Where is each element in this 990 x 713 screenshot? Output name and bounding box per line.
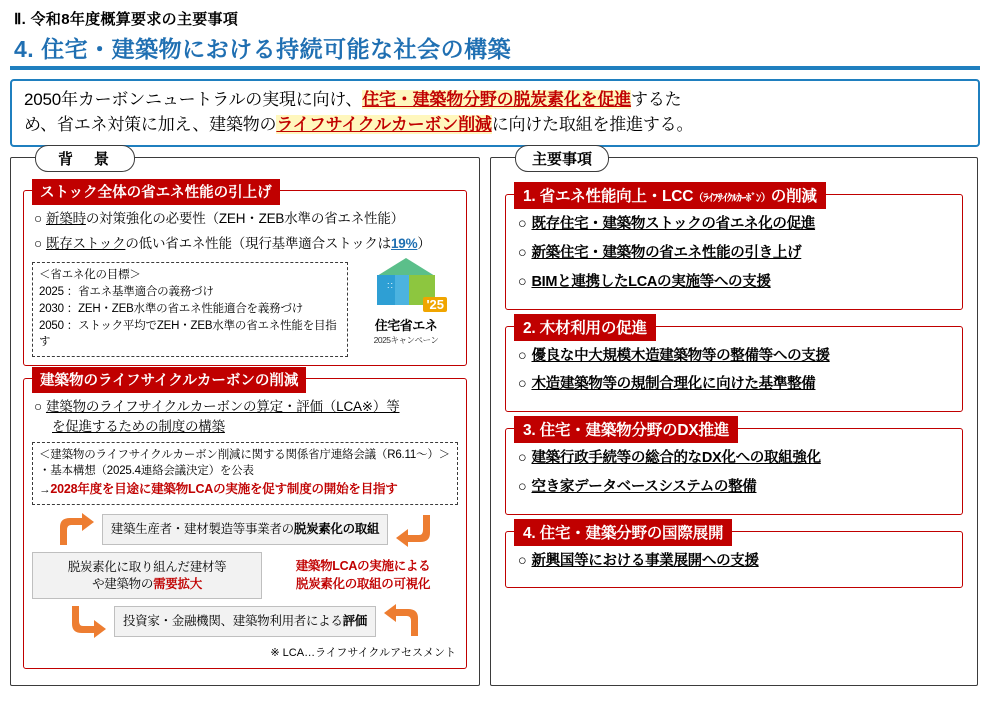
key-item-1-bullet-text: 新築住宅・建築物の省エネ性能の引き上げ (531, 245, 802, 262)
lead-line-1-post: するた (631, 90, 682, 109)
key-item-2-bullet-text: 木造建築物等の規制合理化に向けた基準整備 (531, 376, 816, 393)
key-item-2-number: 2. (523, 319, 536, 337)
lead-line-2-pre: め、省エネ対策に加え、建築物の (24, 114, 277, 134)
lca-note-line-2 (39, 480, 451, 499)
year-badge: '25 (423, 297, 447, 312)
key-item-1-title-small: （ﾗｲﾌｻｲｸﾙｶｰﾎﾞﾝ） (693, 192, 771, 205)
section-lifecycle-carbon (23, 373, 467, 669)
flow-box-producers-pre: 建築生産者・建材製造等事業者の (110, 522, 294, 537)
key-item-3-bullet-text: 空き家データベースシステムの整備 (531, 478, 757, 495)
flow-box-producers (102, 514, 388, 545)
flow-box-demand-pre: や建築物の (92, 576, 154, 591)
key-item-4-bullet-text: 新興国等における事業展開への支援 (531, 552, 759, 569)
flow-box-investors-highlight: 評価 (342, 613, 367, 628)
bullet-underlined-term: 新築時 (45, 211, 86, 227)
background-panel (10, 151, 480, 686)
key-item-1-title-tail: の削減 (770, 188, 817, 206)
bullet-lca-system (34, 397, 458, 438)
key-item-2-bullet-text: 優良な中大規模木造建築物等の整備等への支援 (531, 347, 830, 364)
key-item-2-bullet (518, 346, 954, 368)
flow-top-row (32, 513, 458, 547)
key-item-4-title (514, 519, 732, 546)
bullet-existing-stock (34, 234, 458, 254)
section-stock-energy (23, 185, 467, 366)
flow-box-investors-pre: 投資家・金融機関、建築物利用者による (122, 613, 343, 628)
bullet-circle-icon: ○ (518, 216, 527, 233)
key-item-2-title-main: 木材利用の促進 (539, 319, 647, 337)
key-items-panel (490, 151, 978, 686)
flow-box-demand-line-1: 脱炭素化に取り組んだ建材等 (67, 559, 227, 574)
house-window-dots: :: (387, 279, 395, 290)
flow-center-message (268, 552, 458, 600)
key-item-2 (505, 319, 963, 413)
bullet-underlined-term: 既存ストック (45, 235, 126, 251)
key-item-1-bullet-text: BIMと連携したLCAの実施等への支援 (531, 273, 771, 290)
bullet-circle-icon: ○ (34, 235, 42, 251)
flow-box-investors (114, 606, 376, 637)
bullet-circle-icon: ○ (34, 399, 42, 415)
arrow-down-right-icon (394, 513, 434, 547)
lead-summary-box (10, 79, 980, 147)
key-item-4 (505, 524, 963, 589)
key-item-1-bullet (518, 272, 954, 294)
key-item-3-title-main: 住宅・建築物分野のDX推進 (539, 422, 730, 440)
bullet-line-1: 建築物のライフサイクルカーボンの算定・評価（LCA※）等 (45, 399, 400, 415)
bullet-line-2: を促進するための制度の構築 (52, 419, 225, 435)
lead-line-2 (24, 113, 966, 138)
header (10, 8, 980, 70)
goal-note-line: 2025 ：省エネ基準適合の義務づけ (39, 286, 214, 299)
lead-line-2-post: に向けた取組を推進する。 (491, 114, 694, 134)
house-logo-icon (367, 258, 445, 314)
key-item-3-bullet-text: 建築行政手続等の総合的なDX化への取組強化 (531, 450, 821, 467)
key-item-1-bullet-text: 既存住宅・建築物ストックの省エネ化の促進 (531, 216, 816, 233)
arrow-up-left-icon (56, 513, 96, 547)
campaign-logo (354, 258, 458, 346)
goal-note-row (32, 258, 458, 357)
bullet-circle-icon: ○ (518, 552, 527, 569)
bullet-text: の対策強化の必要性（ZEH・ZEB水準の省エネ性能） (85, 211, 404, 227)
bullet-stat-value: 19% (390, 235, 418, 251)
key-item-2-title (514, 314, 656, 341)
campaign-logo-sub: 2025キャンペーン (373, 334, 439, 345)
key-item-4-number: 4. (523, 524, 536, 542)
bullet-circle-icon: ○ (34, 211, 42, 227)
key-item-4-bullet (518, 551, 954, 573)
lca-footnote: ※ LCA…ライフサイクルアセスメント (270, 647, 456, 660)
lca-meeting-note (32, 442, 458, 505)
bullet-circle-icon: ○ (518, 245, 527, 262)
key-item-1-title-main: 省エネ性能向上・LCC (539, 188, 694, 206)
title-underline (10, 31, 980, 70)
bullet-circle-icon: ○ (518, 273, 527, 290)
key-item-3-bullet (518, 448, 954, 470)
key-item-3-bullet (518, 477, 954, 499)
lca-note-header: ＜建築物のライフサイクルカーボン削減に関する関係省庁連絡会議（R6.11～）＞ (39, 448, 450, 461)
flow-bottom-row (32, 604, 458, 638)
lca-note-arrow: → (39, 483, 51, 496)
bullet-circle-icon: ○ (518, 347, 527, 364)
goal-note-line: 2030 ：ZEH・ZEB水準の省エネ性能適合を義務づけ (39, 303, 304, 316)
bullet-text: の低い省エネ性能（現行基準適合ストックは (125, 235, 391, 251)
arrow-up-right-icon (68, 604, 108, 638)
flow-center-line-2: 脱炭素化の取組の可視化 (295, 576, 431, 591)
bullet-circle-icon: ○ (518, 450, 527, 467)
bullet-text-tail: ） (417, 235, 431, 251)
key-item-1 (505, 188, 963, 309)
key-item-2-bullet (518, 374, 954, 396)
section-lifecycle-carbon-title: 建築物のライフサイクルカーボンの削減 (32, 367, 306, 393)
lca-note-line-1: ・基本構想（2025.4連絡会議決定）を公表 (39, 465, 254, 478)
flow-box-demand-highlight: 需要拡大 (153, 576, 202, 591)
key-item-1-bullet (518, 214, 954, 236)
background-panel-tab: 背 景 (35, 145, 135, 172)
goal-note-line: 2050 ：ストック平均でZEH・ZEB水準の省エネ性能を目指す (39, 319, 337, 349)
energy-goal-note (32, 262, 348, 357)
key-item-1-bullet (518, 243, 954, 265)
key-items-panel-tab: 主要事項 (515, 145, 609, 172)
key-item-4-title-main: 住宅・建築分野の国際展開 (539, 524, 724, 542)
flow-box-demand-line-2 (41, 576, 253, 593)
flow-box-demand (32, 552, 262, 600)
flow-box-producers-highlight: 脱炭素化の取組 (293, 522, 380, 537)
house-roof-shape (377, 258, 435, 276)
document-subtitle: Ⅱ. 令和8年度概算要求の主要事項 (14, 11, 239, 28)
lca-note-highlight: 2028年度を目途に建築物LCAの実施を促す制度の開始を目指す (50, 481, 398, 496)
key-item-1-title (514, 182, 826, 209)
goal-note-header: ＜省エネ化の目標＞ (39, 268, 141, 281)
campaign-logo-name: 住宅省エネ (374, 317, 438, 333)
section-stock-energy-title: ストック全体の省エネ性能の引上げ (32, 179, 280, 205)
virtuous-cycle-diagram (32, 513, 458, 661)
lead-line-1-pre: 2050年カーボンニュートラルの実現に向け、 (24, 90, 363, 109)
key-item-3 (505, 422, 963, 515)
flow-middle-row (32, 552, 458, 600)
page-title: 4. 住宅・建築物における持続可能な社会の構築 (14, 36, 512, 62)
lead-line-1 (24, 88, 966, 113)
key-item-3-title (514, 416, 738, 443)
bullet-circle-icon: ○ (518, 376, 527, 393)
content-columns (10, 151, 980, 686)
bullet-new-construction (34, 209, 458, 229)
arrow-down-left-icon (382, 604, 422, 638)
flow-center-line-1: 建築物LCAの実施による (295, 559, 431, 574)
lead-line-1-highlight: 住宅・建築物分野の脱炭素化を促進 (362, 90, 632, 109)
key-item-1-number: 1. (523, 188, 536, 206)
key-item-3-number: 3. (523, 422, 536, 440)
bullet-circle-icon: ○ (518, 478, 527, 495)
lead-line-2-highlight: ライフサイクルカーボン削減 (276, 114, 492, 134)
